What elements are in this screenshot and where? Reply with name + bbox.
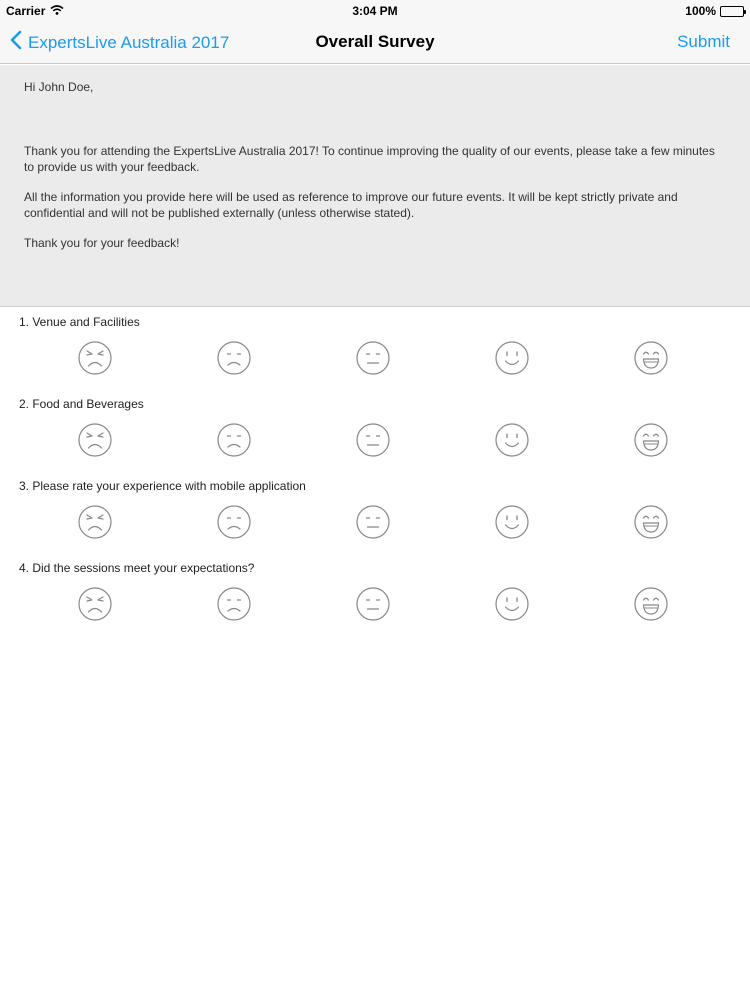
laughing-face-icon[interactable] [633, 340, 669, 376]
very-angry-face-icon[interactable] [77, 504, 113, 540]
carrier-label: Carrier [6, 4, 46, 18]
greeting-text: Hi John Doe, [24, 80, 94, 94]
survey-questions [0, 312, 750, 640]
neutral-face-icon[interactable] [355, 422, 391, 458]
question-2 [0, 394, 750, 476]
question-4 [0, 558, 750, 640]
very-angry-face-icon[interactable] [77, 340, 113, 376]
question-label: 3. Please rate your experience with mobile application [19, 479, 306, 493]
very-angry-face-icon[interactable] [77, 422, 113, 458]
rating-options [0, 502, 750, 542]
submit-button[interactable]: Submit [677, 32, 730, 51]
back-button-label: ExpertsLive Australia 2017 [28, 32, 230, 52]
neutral-face-icon[interactable] [355, 504, 391, 540]
question-label: 4. Did the sessions meet your expectations? [19, 561, 255, 575]
neutral-face-icon[interactable] [355, 340, 391, 376]
sad-face-icon[interactable] [216, 504, 252, 540]
battery-icon [720, 6, 744, 17]
page-title: Overall Survey [315, 32, 435, 51]
question-label: 1. Venue and Facilities [19, 315, 140, 329]
very-angry-face-icon[interactable] [77, 586, 113, 622]
laughing-face-icon[interactable] [633, 504, 669, 540]
rating-options [0, 338, 750, 378]
sad-face-icon[interactable] [216, 586, 252, 622]
status-bar [0, 0, 750, 22]
intro-paragraph-3: Thank you for your feedback! [24, 236, 180, 250]
question-1 [0, 312, 750, 394]
rating-options [0, 584, 750, 624]
battery-percent: 100% [685, 4, 716, 18]
laughing-face-icon[interactable] [633, 422, 669, 458]
intro-paragraph-2: All the information you provide here will be used as reference to improve our future events. It will be kept strictly private and confidential and will not be published externally (unless otherwise stated). [24, 190, 678, 220]
navigation-bar [0, 22, 750, 64]
status-time: 3:04 PM [352, 4, 398, 18]
status-right [685, 4, 744, 18]
sad-face-icon[interactable] [216, 422, 252, 458]
question-3 [0, 476, 750, 558]
question-label: 2. Food and Beverages [19, 397, 144, 411]
intro-paragraph-1: Thank you for attending the ExpertsLive Australia 2017! To continue improving the quality of our events, please take a few minutes to provide us with your feedback. [24, 144, 715, 174]
sad-face-icon[interactable] [216, 340, 252, 376]
smile-face-icon[interactable] [494, 340, 530, 376]
laughing-face-icon[interactable] [633, 586, 669, 622]
neutral-face-icon[interactable] [355, 586, 391, 622]
smile-face-icon[interactable] [494, 586, 530, 622]
smile-face-icon[interactable] [494, 422, 530, 458]
intro-panel [0, 65, 750, 307]
smile-face-icon[interactable] [494, 504, 530, 540]
rating-options [0, 420, 750, 460]
